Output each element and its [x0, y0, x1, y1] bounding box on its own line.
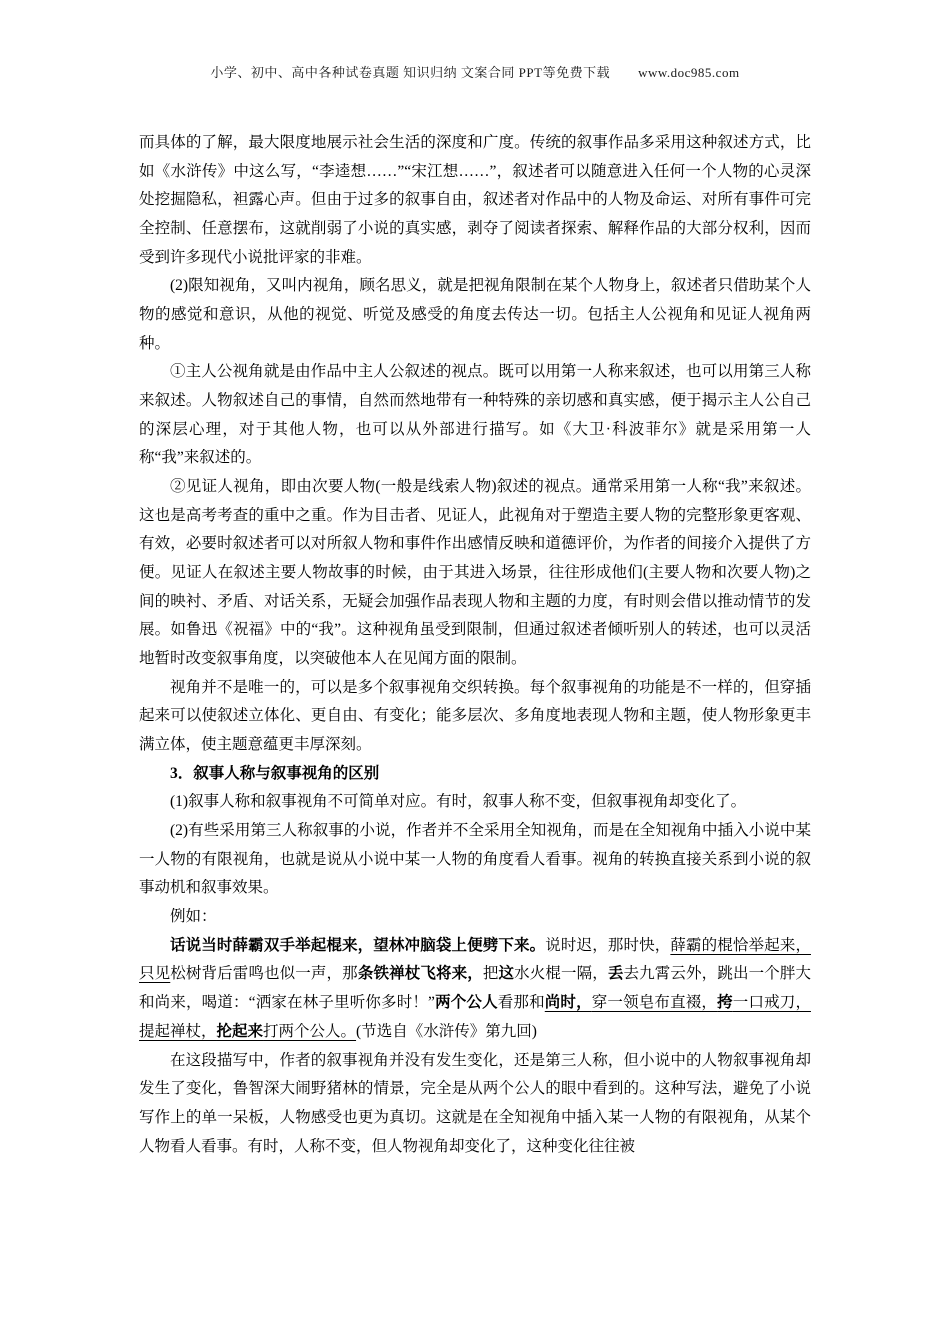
text-segment: 水火棍一隔，: [514, 965, 608, 983]
text-segment: 话说当时薛霸双手举起棍来，: [170, 936, 374, 954]
text-segment: (2)限知视角，又叫内视角，顾名思义，就是把视角限制在某个人物身上，叙述者只借助某个人物的感觉和意识，从他的视觉、听觉及感受的角度去传达一切。包括主人公视角和见证人视角两种。: [139, 277, 811, 352]
text-segment: 抡起来: [216, 1022, 264, 1040]
text-segment: 去九霄云外，: [623, 965, 718, 983]
text-segment: 这: [498, 965, 515, 983]
text-segment: 条铁禅杖飞将来，: [357, 965, 483, 983]
page-header: [0, 0, 950, 81]
paragraph: [139, 272, 811, 358]
text-segment: 把: [482, 965, 499, 983]
header-site-url: www.doc985.com: [638, 65, 740, 80]
paragraph: [139, 473, 811, 674]
text-segment: 一口戒刀，: [732, 994, 811, 1012]
document-body: [139, 129, 811, 1161]
text-segment: 两个公人: [434, 994, 498, 1012]
header-promo-text: 小学、初中、高中各种试卷真题 知识归纳 文案合同 PPT等免费下载: [210, 65, 611, 80]
text-segment: 打两个公人。: [263, 1022, 357, 1040]
section-heading: [139, 760, 811, 789]
paragraph: [139, 788, 811, 817]
paragraph: [139, 129, 811, 272]
text-segment: 挎: [717, 994, 733, 1012]
text-segment: (2)有些采用第三人称叙事的小说，作者并不全采用全知视角，而是在全知视角中插入小说中某一人物的有限视角，也就是说从小说中某一人物的角度看人看事。视角的转换直接关系到小说的叙事动机和叙事效果。: [139, 822, 811, 897]
text-segment: 穿一领皂布直裰，: [591, 994, 718, 1012]
text-segment: ①主人公视角就是由作品中主人公叙述的视点。既可以用第一人称来叙述，也可以用第三人称来叙述。人物叙述自己的事情，自然而然地带有一种特殊的亲切感和真实感，便于揭示主人公自己的深层心理，对于其他人物，也可以从外部进行描写。如《大卫·科波菲尔》就是采用第一人称“我”来叙述的。: [139, 363, 811, 467]
text-segment: 尚时，: [544, 994, 592, 1012]
text-segment: 3．叙事人称与叙事视角的区别: [170, 764, 380, 782]
text-segment: 看那和: [497, 994, 545, 1012]
text-segment: 提起禅杖，: [139, 1022, 217, 1040]
text-segment: 望林冲脑袋上便劈下来。: [373, 936, 546, 954]
paragraph: [139, 674, 811, 760]
paragraph: [139, 932, 811, 1047]
text-segment: ②见证人视角，即由次要人物(一般是线索人物)叙述的视点。通常采用第一人称“我”来叙述。这也是高考考查的重中之重。作为目击者、见证人，此视角对于塑造主要人物的完整形象更客观、有效，必要时叙述者可以对所叙人物和事件作出感情反映和道德评价，为作者的间接介入提供了方便。见证人在叙述主要人物故事的时候，由于其进入场景，往往形成他们(主要人物和次要人物)之间的映衬、矛盾、对话关系，无疑会加强作品表现人物和主题的力度，有时则会借以推动情节的发展。如鲁迅《祝福》中的“我”。这种视角虽受到限制，但通过叙述者倾听别人的转述，也可以灵活地暂时改变叙事角度，以突破他本人在见闻方面的限制。: [139, 478, 811, 668]
paragraph: [139, 903, 811, 932]
text-segment: 在这段描写中，作者的叙事视角并没有发生变化，还是第三人称，但小说中的人物叙事视角却发生了变化，鲁智深大闹野猪林的情景，完全是从两个公人的眼中看到的。这种写法，避免了小说写作上的单一呆板，人物感受也更为真切。这就是在全知视角中插入某一人物的有限视角，从某个人物看人看事。有时，人称不变，但人物视角却变化了，这种变化往往被: [139, 1051, 811, 1155]
text-segment: 而具体的了解，最大限度地展示社会生活的深度和广度。传统的叙事作品多采用这种叙述方式，比如《水浒传》中这么写，“李逵想……”“宋江想……”，叙述者可以随意进入任何一个人物的心灵深处挖掘隐私，袒露心声。但由于过多的叙事自由，叙述者对作品中的人物及命运、对所有事件可完全控制、任意摆布，这就削弱了小说的真实感，剥夺了阅读者探索、解释作品的大部分权利，因而受到许多现代小说批评家的非难。: [139, 134, 811, 266]
paragraph: [139, 817, 811, 903]
text-segment: 视角并不是唯一的，可以是多个叙事视角交织转换。每个叙事视角的功能是不一样的，但穿插起来可以使叙述立体化、更自由、有变化；能多层次、多角度地表现人物和主题，使人物形象更丰满立体，使主题意蕴更丰厚深刻。: [139, 678, 811, 754]
paragraph: [139, 1047, 811, 1162]
text-segment: (1)叙事人称和叙事视角不可简单对应。有时，叙事人称不变，但叙事视角却变化了。: [170, 793, 747, 811]
text-segment: 薛霸的棍恰举起来，只见: [139, 936, 811, 983]
text-segment: 跳出一个胖大和尚来，喝道：“洒家在林子里听你多时！”: [139, 965, 811, 1012]
text-segment: 说时迟，那时快，: [545, 936, 671, 954]
text-segment: (节选自《水浒传》第九回): [356, 1022, 537, 1040]
text-segment: 松树背后雷鸣也似一声，那: [170, 965, 358, 983]
text-segment: 例如：: [170, 908, 217, 926]
text-segment: 丢: [607, 965, 624, 983]
paragraph: [139, 358, 811, 473]
